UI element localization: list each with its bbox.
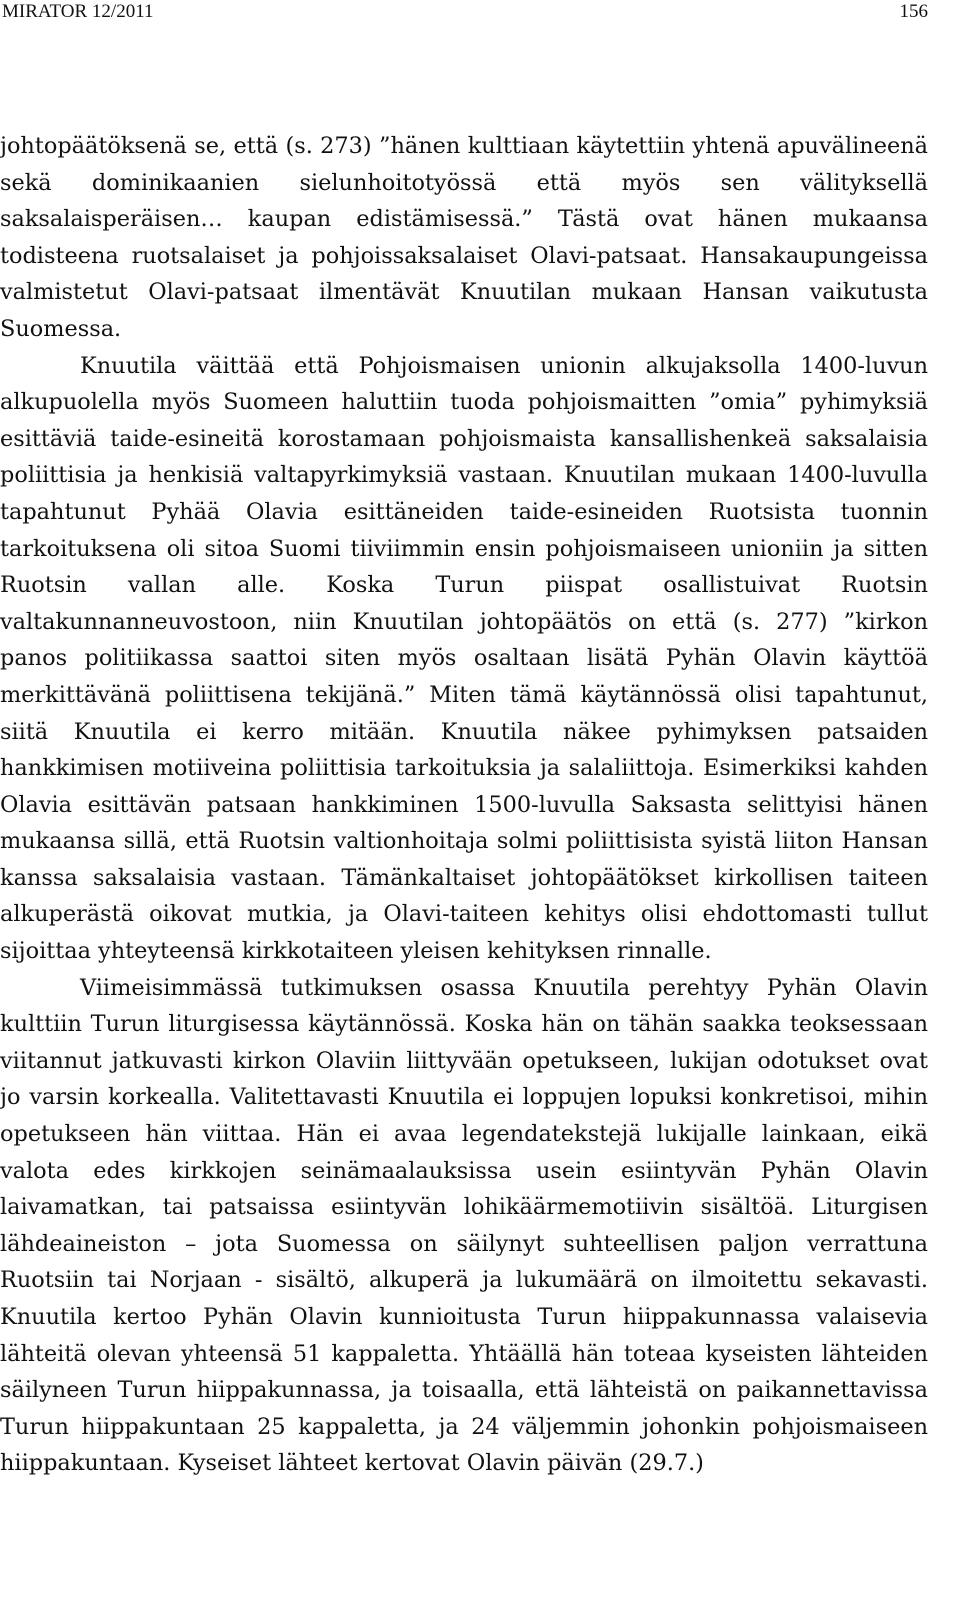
paragraph: Viimeisimmässä tutkimuksen osassa Knuutila perehtyy Pyhän Olavin kulttiin Turun liturgisessa käytännössä. Koska hän on tähän saakka teoksessaan viitannut jatkuvasti kirkon Olaviin liittyvään opetukseen, lukijan odotukset ovat jo varsin korkealla. Valitettavasti Knuutila ei loppujen lopuksi konkretisoi, mihin opetukseen hän viittaa. Hän ei avaa legendatekstejä lukijalle lainkaan, eikä valota edes kirkkojen seinämaalauksissa usein esiintyvän Pyhän Olavin laivamatkan, tai patsaissa esiintyvän lohikäärmemotiivin sisältöä. Liturgisen lähdeaineiston – jota Suomessa on säilynyt suhteellisen paljon verrattuna Ruotsiin tai Norjaan - sisältö, alkuperä ja lukumäärä on ilmoitettu sekavasti. Knuutila kertoo Pyhän Olavin kunnioitusta Turun hiippakunnassa valaisevia lähteitä olevan yhteensä 51 kappaletta. Yhtäällä hän toteaa kyseisten lähteiden säilyneen Turun hiippakunnassa, ja toisaalla, että lähteistä on paikannettavissa Turun hiippakuntaan 25 kappaletta, ja 24 väljemmin johonkin pohjoismaiseen hiippakuntaan. Kyseiset lähteet kertovat Olavin päivän (29.7.) bbox=[0, 974, 928, 1477]
page-number: 156 bbox=[899, 1, 928, 22]
page-header bbox=[0, 0, 930, 24]
paragraph: Knuutila väittää että Pohjoismaisen unionin alkujaksolla 1400-luvun alkupuolella myös Suomeen haluttiin tuoda pohjoismaitten ”omia” pyhimyksiä esittäviä taide-esineitä korostamaan pohjoismaista kansallishenkeä saksalaisia poliittisia ja henkisiä valtapyrkimyksiä vastaan. Knuutilan mukaan 1400-luvulla tapahtunut Pyhää Olavia esittäneiden taide-esineiden Ruotsista tuonnin tarkoituksena oli sitoa Suomi tiiviimmin ensin pohjoismaiseen unioniin ja sitten Ruotsin vallan alle. Koska Turun piispat osallistuivat Ruotsin valtakunnanneuvostoon, niin Knuutilan johtopäätös on että (s. 277) ”kirkon panos politiikassa saattoi siten myös osaltaan lisätä Pyhän Olavin käyttöä merkittävänä poliittisena tekijänä.” Miten tämä käytännössä olisi tapahtunut, siitä Knuutila ei kerro mitään. Knuutila näkee pyhimyksen patsaiden hankkimisen motiiveina poliittisia tarkoituksia ja salaliittoja. Esimerkiksi kahden Olavia esittävän patsaan hankkiminen 1500-luvulla Saksasta selittyisi hänen mukaansa sillä, että Ruotsin valtionhoitaja solmi poliittisista syistä liiton Hansan kanssa saksalaisia vastaan. Tämänkaltaiset johtopäätökset kirkollisen taiteen alkuperästä oikovat mutkia, ja Olavi-taiteen kehitys olisi ehdottomasti tullut sijoittaa yhteyteensä kirkkotaiteen yleisen kehityksen rinnalle. bbox=[0, 352, 928, 965]
paragraph-continuation: johtopäätöksenä se, että (s. 273) ”hänen kulttiaan käytettiin yhtenä apuvälineenä sekä dominikaanien sielunhoitotyössä että myös sen välityksellä saksalaisperäisen… kaupan edistämisessä.” Tästä ovat hänen mukaansa todisteena ruotsalaiset ja pohjoissaksalaiset Olavi-patsaat. Hansakaupungeissa valmistetut Olavi-patsaat ilmentävät Knuutilan mukaan Hansan vaikutusta Suomessa. bbox=[0, 133, 928, 342]
journal-issue: MIRATOR 12/2011 bbox=[2, 1, 154, 22]
article-body bbox=[0, 128, 928, 1482]
